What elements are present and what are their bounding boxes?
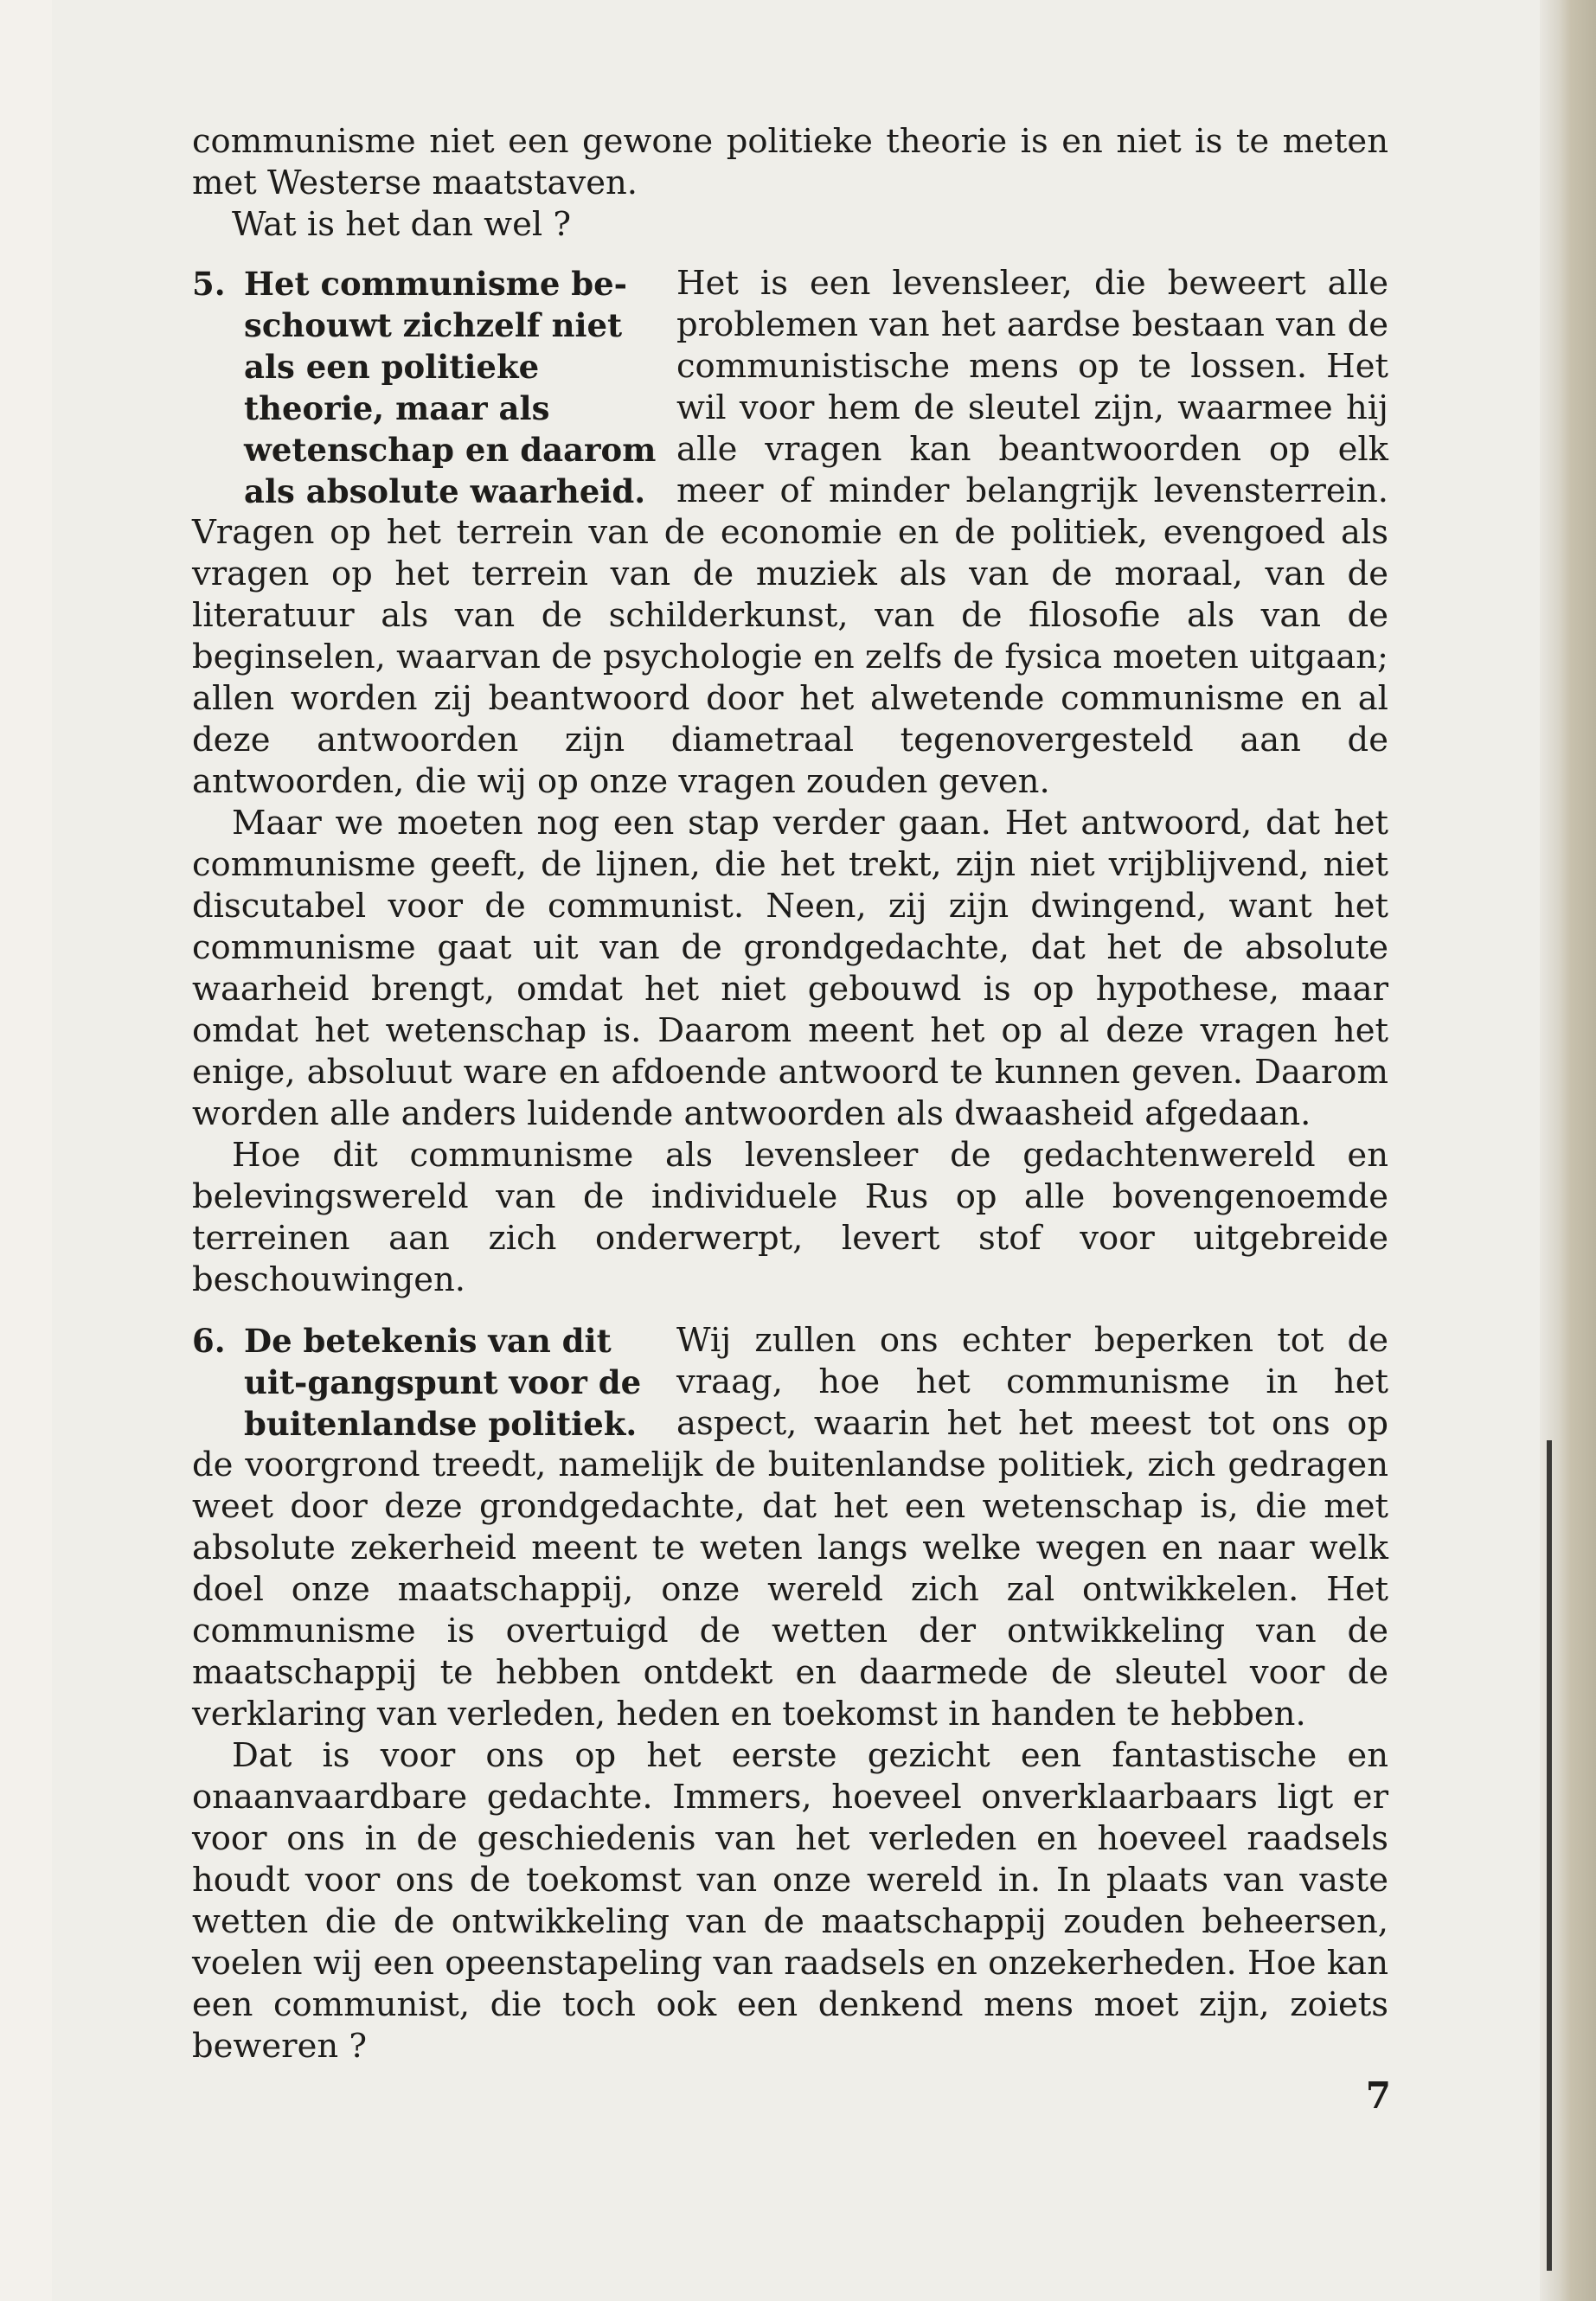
page-number: 7 — [1365, 2074, 1391, 2117]
paragraph: Wat is het dan wel ? — [232, 205, 572, 244]
section-heading: Het communisme be-schouwt zichzelf niet als een politieke theorie, maar als wetenschap en daarom als absolute waarheid. — [244, 265, 657, 510]
paragraph: Maar we moeten nog een stap verder gaan. Het antwoord, dat het communisme geeft, de lijnen, die het trekt, zijn niet vrijblijvend, niet discutabel voor de communist. Neen, zij zijn dwingend, want het communisme gaat uit van de grondgedachte, dat het de absolute waarheid brengt, omdat het niet gebouwd is op hypothese, maar omdat het wetenschap is. Daarom meent het op al deze vragen het enige, absoluut ware en afdoende antwoord te kunnen geven. Daarom worden alle anders luidende antwoorden als dwaasheid afgedaan. — [192, 804, 1388, 1133]
paragraph: Wij zullen ons echter beperken tot de vraag, hoe het communisme in het aspect, waarin het het meest tot ons op de voorgrond treedt, namelijk de buitenlandse politiek, zich gedragen weet door deze grondgedachte, dat het een wetenschap is, die met absolute zekerheid meent te weten langs welke wegen en naar welk doel onze maatschappij, onze wereld zich zal ontwikkelen. Het communisme is overtuigd de wetten der ontwikkeling van de maatschappij te hebben ontdekt en daarmede de sleutel voor de verklaring van verleden, heden en toekomst in handen te hebben. — [192, 1321, 1388, 1734]
section-heading: De betekenis van dit uit-gangspunt voor de buitenlandse politiek. — [244, 1322, 642, 1443]
page-edge-line — [1547, 1440, 1552, 2271]
section-number: 5. — [192, 265, 226, 303]
paragraph: Dat is voor ons op het eerste gezicht een fantastische en onaanvaardbare gedachte. Immers, hoeveel onverklaarbaars ligt er voor ons in de geschiedenis van het verleden en hoeveel raadsels houdt voor ons de toekomst van onze wereld in. In plaats van vaste wetten die de ontwikkeling van de maatschappij zouden beheersen, voelen wij een opeenstapeling van raadsels en onzekerheden. Hoe kan een communist, die toch ook een denkend mens moet zijn, zoiets beweren ? — [192, 1736, 1388, 2066]
section-6 — [192, 1320, 1388, 2067]
section-5 — [192, 263, 1388, 1301]
section-5-heading-block — [192, 263, 676, 512]
paragraph: communisme niet een gewone politieke theorie is en niet is te meten met Westerse maatstaven. — [192, 122, 1388, 202]
section-6-heading-block — [192, 1320, 676, 1445]
section-number: 6. — [192, 1322, 226, 1360]
paragraph: Het is een levensleer, die beweert alle problemen van het aardse bestaan van de communistische mens op te lossen. Het wil voor hem de sleutel zijn, waarmee hij alle vragen kan beantwoorden op elk meer of minder belangrijk levensterrein. Vragen op het terrein van de economie en de politiek, evengoed als vragen op het terrein van de muziek als van de moraal, van de literatuur als van de schilderkunst, van de filosofie als van de beginselen, waarvan de psychologie en zelfs de fysica moeten uitgaan; allen worden zij beantwoord door het alwetende communisme en al deze antwoorden zijn diametraal tegenovergesteld aan de antwoorden, die wij op onze vragen zouden geven. — [192, 264, 1388, 801]
page-text — [192, 121, 1388, 2067]
paragraph: Hoe dit communisme als levensleer de gedachtenwereld en belevingswereld van de individuele Rus op alle bovengenoemde terreinen aan zich onderwerpt, levert stof voor uitgebreide beschouwingen. — [192, 1136, 1388, 1299]
